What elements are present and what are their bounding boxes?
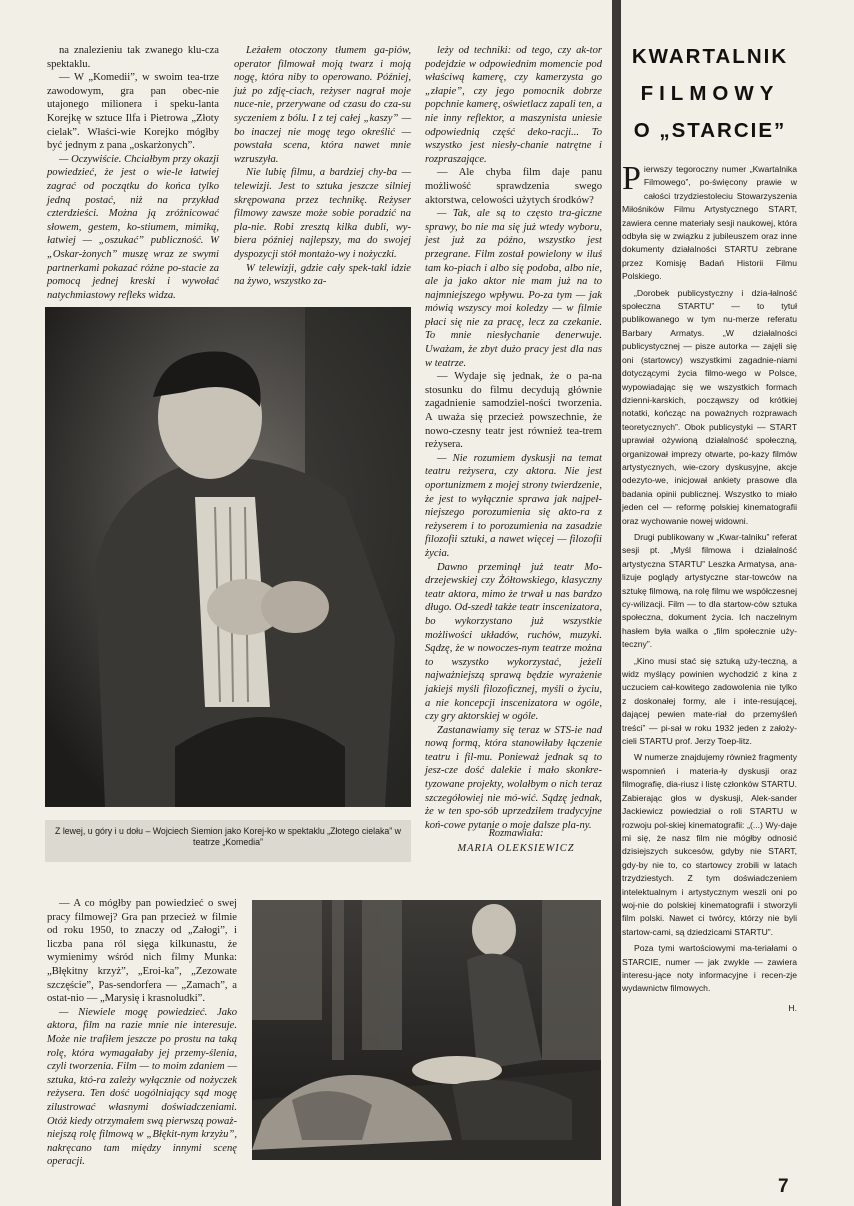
dropcap-letter: P xyxy=(622,160,641,197)
paragraph: na znalezieniu tak zwanego klu-cza spektaklu. xyxy=(47,45,219,70)
portrait-image xyxy=(45,307,411,807)
sidebar-paragraphs xyxy=(622,287,797,996)
paragraph: Leżałem otoczony tłumem ga-piów, operator filmował moją twarz i moją nogę, która niby to operowano. Później, już po zdję-ciach, reżyser nagrał moje nuce-nie, przerywane od czasu do cza-su syczeniem z bólu. I z tej całej „kaszy” — bo inaczej nie mogę tego określić — powstała scena, która nawet mnie wzruszyła. xyxy=(234,45,411,165)
paragraph: W telewizji, gdzie cały spek-takl idzie na żywo, wszystko za- xyxy=(234,262,411,288)
photo-korejko-portrait xyxy=(45,307,411,807)
paragraph: W numerze znajdujemy również fragmenty wspomnień i materia-ły dyskusji oraz filmografię, dia-riusz i listę członków STARTU. Zabierając głos w dyskusji, Alek-sander Jackiewicz powiedział o roli STARTU w rozwoju pol-skiej kinematografii: „(...) Wy-daje mi się, że nasz film nie mógłby odnosić dzisiejszych sukcesów, gdyby nie START, gdy-by nie to, co startowcy zrobili w latach trzydziestych. Z tym doświadczeniem intelektualnym i artystycznym weszli oni po woj-nie do polskiej kinematografii i stworzyli film polski. Nawet ci twórcy, którzy nie byli startow-cami, są dziedzicami STARTU”. xyxy=(622,752,797,937)
sidebar-title-line-1: KWARTALNIK xyxy=(631,45,789,68)
paragraph: Nie lubię filmu, a bardziej chy-ba — telewizji. Jest to sztuka jeszcze silniej skrępowana przez technikę. Reżyser filmowy zawsze może sobie poradzić na pla-nie. Robi zresztą kilka dubli, wy-biera później najlepszy, ma do swojej dyspozycji stół montażo-wy i nożyczki. xyxy=(234,167,411,260)
photo-korejko-sitting xyxy=(252,900,601,1160)
signoff-label: Rozmawiała: xyxy=(488,828,544,839)
paragraph: — A co mógłby pan powiedzieć o swej pracy filmowej? Gra pan przecież w filmie od roku 1950, to znaczy od „Załogi”, i liczba pana ról sięga kilkunastu, że wymienimy wśród nich filmy Munka: „Błękitny krzyż”, „Eroi-ka”, „Zezowate szczęście”, Pas-sendorfera — „Zamach”, a ostat-nio — „Marysię i krasnoludki”. xyxy=(47,898,237,1005)
paragraph: Dawno przeminął już teatr Mo-drzejewskiej czy Żółtowskiego, klasyczny teatr aktora, mimo że trwał u nas bardzo długo. Od-szedł także teatr inscenizatora, bo wykorzystano już wszystkie możliwości układów, ruchów, muzyki. Sądzę, że w nowoczes-nym teatrze można to wszystko wykorzystać, jeżeli najważniejszą sprawą będzie wyrażenie jakiejś myśli filozoficznej, myśli o życiu, a nie koncepcji inscenizatora w ogóle, czy gry aktorskiej w ogóle. xyxy=(425,561,602,723)
paragraph: — Nie rozumiem dyskusji na temat teatru reżysera, czy aktora. Nie jest oportunizmem z mojej strony twierdzenie, że jest to wyłącznie sprawa jak najpeł-niejszego porozumienia się akto-ra z reżyserem i to porozumienia na zasadzie filozofii sztuki, a nawet więcej — filozofii życia. xyxy=(425,452,602,559)
page-number: 7 xyxy=(778,1176,789,1197)
paragraph: Poza tymi wartościowymi ma-teriałami o STARCIE, numer — jak zwykle — zawiera interesu-jące noty informacyjne i recen-zje wydawnictw filmowych. xyxy=(622,943,797,994)
sidebar-title xyxy=(630,38,790,149)
paragraph: Drugi publikowany w „Kwar-talniku” referat sesji pt. „Myśl filmowa i działalność artystyczna STARTU” Leszka Armatysa, ana-lizuje poglądy artystyczne star-towców na sztukę filmową, na rolę filmu we współczesnej cy-wilizacji. Film — to dla startow-ców sztuka społeczna, dokument życia. Ich naczelnym hasłem była walka o „film społecznie uży-teczny”. xyxy=(622,531,797,650)
paragraph: — Niewiele mogę powiedzieć. Jako aktora, film na razie mnie nie interesuje. Może nie trafiłem jeszcze po prostu na taką rolę, która wymagałaby jej przemy-ślenia, czyli tworzenia. Film — to moim zdaniem — sztuka, któ-ra zależy wyłącznie od nożyczek reżysera. Ten dość uogólniający sąd mogę zilustrować własnymi doświadczeniami. Otóż kiedy otrzymałem swą pierwszą poważ-niejszą rolę filmową w „Błękit-nym krzyżu”, nakręcano tam między innymi scenę operacji. xyxy=(47,1006,237,1168)
photo-caption: Z lewej, u góry i u dołu – Wojciech Siemion jako Korej-ko w spektaklu „Złotego cielaka” w teatrze „Komedia” xyxy=(45,820,411,862)
paragraph: leży od techniki: od tego, czy ak-tor podejdzie w odpowiednim momencie pod właściwą kamerę, czy kamerzysta go „złapie”, czy jego pomocnik dobrze popchnie kamerę, oświetlacz zapali ten, a nie inny reflektor, a maszynista uniesie odpowiednią część deko-racji... To wszystko jest niesły-chanie natrętne i rozpraszające. xyxy=(425,45,602,165)
sidebar-title-line-3: O „STARCIE” xyxy=(633,119,787,142)
paragraph: „Dorobek publicystyczny i dzia-łalność społeczna STARTU” — to tytuł publikowanego w tym nu-merze referatu Barbary Armatys. „W działalności publicystycznej — pisze autorka — zajęli się oni (startowcy) wszystkimi zagadnie-niami dotyczącymi życia filmo-wego w Polsce, wypowiadając się we wszystkich formach dzienni-karskich, począwszy od krótkiej notatki, kończąc na poważnych rozprawach teoretycznych”. Obok publicystyki — START uprawiał ożywioną działalność społeczną, organizował imprezy otwarte, po-kazy filmów artystycznych, wie-czory dyskusyjne, akcje odezyto-we, inicjował ankiety prasowe dla badania opinii publicznej. Wszystko to miało jeden cel — reformę polskiej kinematografii oraz wychowanie nowej widowni. xyxy=(622,287,797,526)
sidebar-signature: H. xyxy=(788,1002,797,1013)
paragraph: — Tak, ale są to często tra-giczne sprawy, bo nie ma się już wtedy wyboru, jest już za późno, wszystko jest przegrane. Film został powielony w iluś tam ko-piach i albo się podoba, albo nie, ale ja jako aktor nie mam już na to najmniejszego wpływu. Po-za tym — jak mówią wszyscy moi koledzy — w filmie płaci się nie za pracę, lecz za czekanie. To mnie niesłychanie denerwuje. Uważam, że zbyt dużo pracy jest dla nas w teatrze. xyxy=(425,208,602,369)
sidebar-first-text: ierwszy tegoroczny numer „Kwartalnika Filmowego”, po-święcony prawie w całości trzydziestoleciu Stowarzyszenia Miłośników Filmu Artystycznego START, zawiera cenne materiały sesji naukowej, która odbyła się w związku z jubileuszem oraz inne dokumenty działalności STARTU zebrane przez Komisję Badań Historii Filmu Polskiego. xyxy=(622,164,797,282)
article-column-1-top xyxy=(47,44,219,302)
paragraph: — Oczywiście. Chciałbym przy okazji powiedzieć, że jest o wie-le łatwiej zagrać od początku do końca tylko jedną postać, niż na przykład czterdzieści. Można ją zróżnicować słowem, gestem, ko-stiumem, mimiką, łatwiej — „oszukać” publiczność. W „Oskar-żonych” muszę wraz ze swymi partnerkami pokazać różne po-stacie za pomocą jednej kreski i wywołać natychmiastowy refleks widza. xyxy=(47,153,219,301)
sidebar-divider xyxy=(612,0,621,1206)
sitting-image xyxy=(252,900,601,1160)
paragraph: — Wydaje się jednak, że o pa-na stosunku do filmu decydują głównie zagadnienie samodziel-ności tworzenia. A uważa się przecież powszechnie, że nowo-czesny teatr jest również tea-trem reżysera. xyxy=(425,371,602,451)
sidebar-article xyxy=(622,160,797,1015)
article-column-2-top xyxy=(234,44,411,289)
paragraph: Zastanawiamy się teraz w STS-ie nad nową formą, która stanowiłaby łączenie teatru i fil-mu. Ponieważ jednak są to jesz-cze dość dalekie i mało skonkre-tyzowane projekty, wolałbym o nich teraz szczegółowiej nie mó-wić. Sądzę jednak, że w ten spo-sób uprzedziłem tradycyjne koń-cowe pytanie o moje dalsze pla-ny. xyxy=(425,724,602,831)
signoff-name: MARIA OLEKSIEWICZ xyxy=(457,843,575,854)
sidebar-first-paragraph xyxy=(622,160,797,284)
paragraph: — Ale chyba film daje panu możliwość sprawdzenia swego aktorstwa, celowości użytych środków? xyxy=(425,167,602,206)
sidebar-title-line-2: FILMOWY xyxy=(640,82,780,105)
interviewer-credit xyxy=(430,828,602,854)
paragraph: „Kino musi stać się sztuką uży-teczną, a widz myślący powinien wychodzić z kina z uczuciem cał-kowitego zadowolenia nie tylko z doskonałej formy, ale i inte-resującej, dającej pewien mate-riał do przemyśleń treści” — pi-sał w roku 1932 jeden z założy-cieli STARTU prof. Jerzy Toep-litz. xyxy=(622,655,797,747)
article-column-3 xyxy=(425,44,602,832)
article-column-1-bottom xyxy=(47,897,237,1169)
paragraph: — W „Komedii”, w swoim tea-trze zawodowym, gra pan obec-nie utajonego milionera i speku-lanta Korejkę w sztuce Ilfa i Pietrowa „Złoty cielak”. Właści-wie Korejko mógłby być jednym z pana „oskarżonych”. xyxy=(47,72,219,152)
